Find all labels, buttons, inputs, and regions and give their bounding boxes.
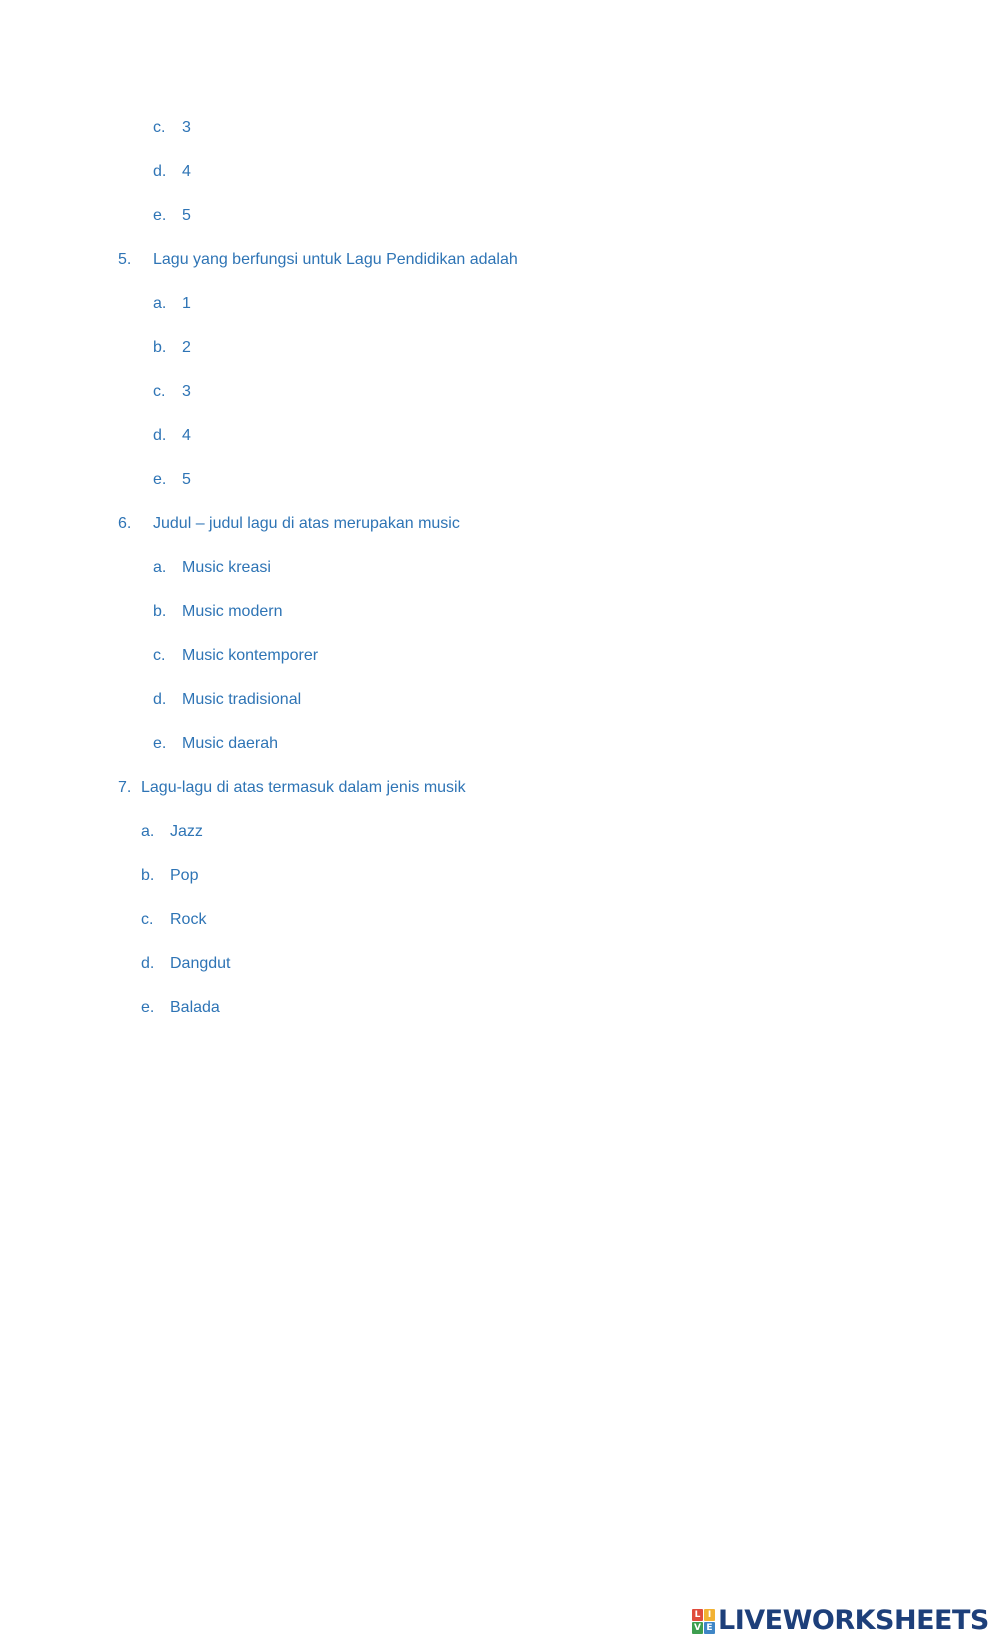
question-number: 6. [118,515,132,532]
option-label: e. [153,735,167,752]
option-label: b. [141,867,155,884]
option-label: a. [153,295,167,312]
question-text: Judul – judul lagu di atas merupakan music [153,515,460,532]
question-text: Lagu-lagu di atas termasuk dalam jenis musik [141,779,466,796]
option-label: d. [153,691,167,708]
option-text: Music modern [182,603,283,620]
option-text: 3 [182,119,191,136]
option-text: 1 [182,295,191,312]
option-label: c. [153,647,166,664]
logo-tile-e: E [704,1622,715,1634]
option-label: e. [141,999,155,1016]
option-label: d. [153,427,167,444]
option-label: e. [153,207,167,224]
option-label: b. [153,339,167,356]
option-text: Dangdut [170,955,231,972]
option-label: d. [141,955,155,972]
option-text: Music daerah [182,735,279,752]
option-text: 3 [182,383,191,400]
option-text: 5 [182,471,191,488]
option-label: a. [153,559,167,576]
logo-tile-i: I [704,1609,715,1621]
option-label: a. [141,823,155,840]
option-text: Music kontemporer [182,647,319,664]
option-text: Music tradisional [182,691,302,708]
question-number: 7. [118,779,132,796]
option-text: 2 [182,339,191,356]
logo-wordmark: LIVEWORKSHEETS [718,1605,989,1636]
logo-tiles-icon [692,1609,715,1634]
option-text: Jazz [170,823,203,840]
option-text: 4 [182,427,191,444]
option-label: e. [153,471,167,488]
logo-tile-l: L [692,1609,703,1621]
option-text: Rock [170,911,207,928]
option-text: Music kreasi [182,559,271,576]
option-label: c. [153,383,166,400]
question-text: Lagu yang berfungsi untuk Lagu Pendidikan adalah [153,251,518,268]
question-number: 5. [118,251,132,268]
option-label: b. [153,603,167,620]
option-label: c. [141,911,154,928]
liveworksheets-logo[interactable] [692,1606,989,1636]
option-text: Balada [170,999,220,1016]
option-text: Pop [170,867,199,884]
option-label: d. [153,163,167,180]
option-text: 4 [182,163,191,180]
option-label: c. [153,119,166,136]
logo-tile-v: V [692,1622,703,1634]
option-text: 5 [182,207,191,224]
